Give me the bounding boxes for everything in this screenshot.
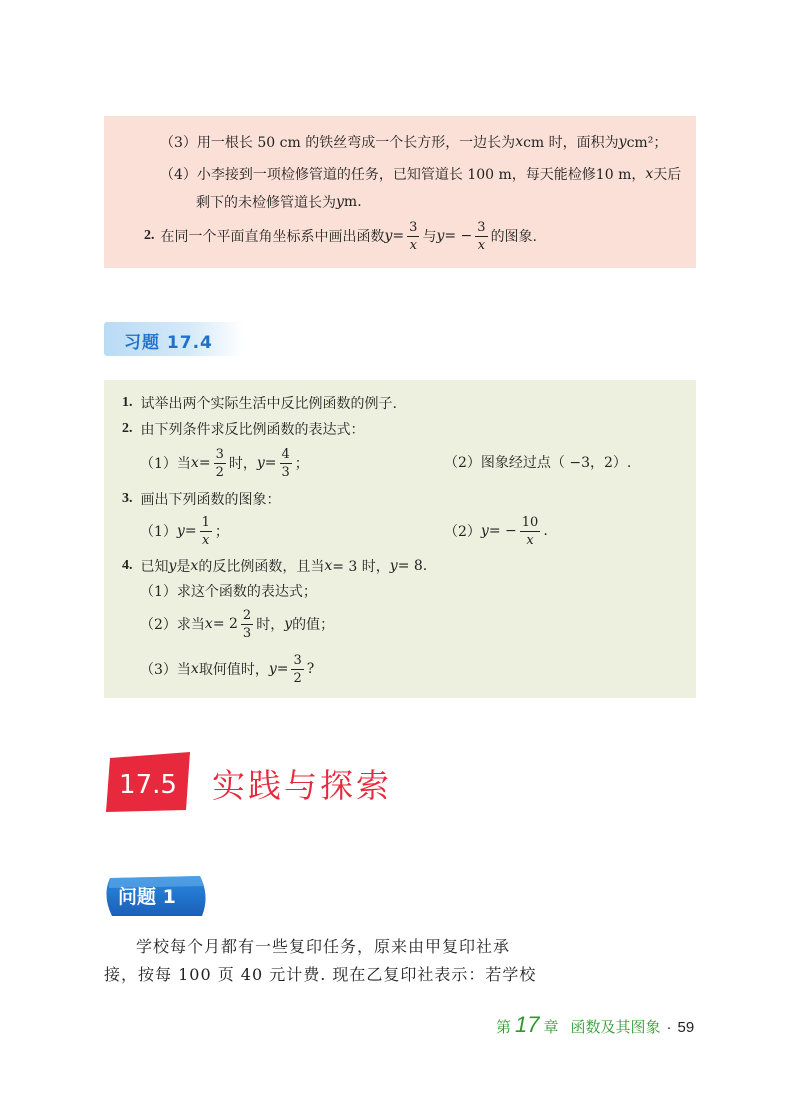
fraction — [214, 448, 226, 479]
exercise-post: = 8. — [397, 558, 428, 574]
fraction — [291, 654, 303, 685]
item-4-cont — [196, 192, 362, 212]
paragraph-line: 接，按每 100 页 40 元计费. 现在乙复印社表示：若学校 — [104, 965, 537, 984]
var-y: y — [480, 523, 489, 539]
equals-neg: = − — [444, 228, 473, 244]
equals-neg: = − — [488, 523, 517, 539]
part-post: 的值； — [292, 617, 335, 633]
exercise-4-part-1 — [140, 581, 317, 601]
item-4-text: （4）小李接到一项检修管道的任务，已知管道长 100 m，每天能检修10 m， — [160, 167, 646, 183]
part-text: （1）当 — [140, 456, 191, 472]
page-footer — [496, 1012, 694, 1038]
part-text: （1） — [140, 524, 177, 540]
chapter-prefix: 第 — [496, 1018, 512, 1036]
exercise-4 — [122, 556, 427, 576]
var-y: y — [176, 523, 185, 539]
part-text: （2）图象经过点（ −3，2）. — [444, 455, 632, 471]
var-y: y — [336, 194, 344, 210]
question-text: 在同一个平面直角坐标系中画出函数 — [160, 229, 385, 245]
item-3 — [160, 132, 667, 152]
part-post: ； — [214, 524, 229, 540]
item-4b-text: 剩下的未检修管道长为 — [196, 195, 336, 211]
numerator: 1 — [201, 514, 210, 530]
item-4 — [160, 164, 681, 184]
var-x: x — [645, 166, 654, 182]
denominator: x — [526, 532, 534, 548]
part-text: （2） — [444, 524, 481, 540]
exercise-mid: = 3 时， — [332, 559, 390, 575]
denominator: 2 — [215, 464, 224, 480]
var-y: y — [618, 134, 627, 150]
var-x: x — [190, 661, 199, 677]
numerator: 10 — [521, 514, 539, 530]
problem-badge — [104, 874, 210, 918]
var-y: y — [168, 558, 177, 574]
numerator: 3 — [293, 652, 302, 668]
item-3-post: cm²； — [626, 135, 668, 151]
section-number: 17.5 — [119, 770, 177, 800]
equals: = — [392, 228, 405, 244]
denominator: x — [202, 532, 210, 548]
exercise-3-part-2 — [444, 510, 548, 552]
item-4-post: 天后 — [653, 167, 682, 183]
var-y: y — [384, 228, 393, 244]
numerator: 4 — [281, 446, 290, 462]
part-mid: 时， — [228, 456, 257, 472]
fraction — [280, 448, 292, 479]
numerator: 2 — [242, 607, 252, 623]
var-y: y — [284, 616, 293, 632]
part-text: （1）求这个函数的表达式； — [140, 584, 317, 600]
chapter-title: 函数及其图象 — [570, 1018, 661, 1036]
exercise-text: 画出下列函数的图象： — [140, 492, 281, 508]
exercise-text: 已知 — [140, 559, 169, 575]
exercise-text: 试举出两个实际生活中反比例函数的例子. — [140, 396, 397, 412]
item-3-text: （3）用一根长 50 cm 的铁丝弯成一个长方形，一边长为 — [160, 135, 516, 151]
equals: = 2 — [212, 616, 238, 632]
exercise-2-part-1 — [140, 442, 309, 484]
part-mid: 取何值时， — [198, 662, 269, 678]
exercise-number: 1. — [122, 395, 133, 410]
var-y: y — [256, 455, 265, 471]
part-post: ? — [306, 661, 315, 677]
question-2 — [144, 216, 537, 256]
exercise-mid: 的反比例函数，且当 — [198, 559, 325, 575]
section-title: 实践与探索 — [212, 766, 392, 805]
var-x: x — [190, 558, 199, 574]
exercise-mid: 是 — [176, 559, 191, 575]
fraction — [475, 221, 487, 252]
var-y: y — [389, 558, 398, 574]
var-y: y — [436, 228, 445, 244]
part-text: （3）当 — [140, 662, 191, 678]
item-3-mid: cm 时，面积为 — [523, 135, 619, 151]
denominator: x — [409, 237, 417, 253]
exercise-2 — [122, 419, 365, 439]
fraction — [520, 516, 541, 547]
paragraph-line: 学校每个月都有一些复印任务，原来由甲复印社承 — [136, 937, 511, 956]
problem-label: 问题 1 — [118, 886, 176, 908]
denominator: 2 — [293, 670, 302, 686]
var-x: x — [515, 134, 524, 150]
exercise-text: 由下列条件求反比例函数的表达式： — [140, 422, 365, 438]
equals: = — [184, 523, 197, 539]
exercise-4-part-3 — [140, 648, 314, 690]
exercise-4-part-2 — [140, 603, 334, 645]
exercise-1 — [122, 393, 397, 413]
connector: 与 — [422, 229, 437, 245]
section-badge-shape — [106, 752, 190, 812]
exercise-tag-label: 习题 17.4 — [124, 333, 213, 353]
numerator: 3 — [215, 446, 224, 462]
part-post: . — [543, 523, 548, 539]
denominator: 3 — [242, 625, 252, 641]
numerator: 3 — [477, 219, 486, 235]
exercise-section-tag — [104, 322, 244, 356]
exercise-number: 3. — [122, 491, 133, 506]
equals: = — [264, 455, 277, 471]
var-x: x — [324, 558, 333, 574]
fraction — [241, 609, 253, 640]
part-mid: 时， — [256, 617, 285, 633]
var-y: y — [268, 661, 277, 677]
exercise-3 — [122, 489, 281, 509]
footer-dot: · — [666, 1019, 672, 1036]
equals: = — [198, 455, 211, 471]
denominator: x — [477, 237, 486, 253]
question-number: 2. — [144, 228, 155, 243]
numerator: 3 — [409, 219, 418, 235]
question-post: 的图象. — [490, 229, 538, 245]
exercise-2-part-2 — [444, 451, 631, 473]
exercise-number: 2. — [122, 421, 133, 436]
page-number: 59 — [677, 1019, 695, 1036]
equals: = — [276, 661, 289, 677]
chapter-number: 17 — [515, 1012, 540, 1037]
var-x: x — [204, 616, 213, 632]
chapter-suffix: 章 — [543, 1018, 559, 1036]
section-number-badge — [106, 752, 190, 812]
part-text: （2）求当 — [140, 617, 205, 633]
part-post: ； — [294, 456, 309, 472]
var-x: x — [190, 455, 199, 471]
fraction — [200, 516, 212, 547]
exercise-number: 4. — [122, 558, 133, 573]
fraction — [407, 221, 419, 252]
denominator: 3 — [281, 464, 290, 480]
exercise-3-part-1 — [140, 510, 229, 552]
item-4b-post: m. — [343, 194, 362, 210]
